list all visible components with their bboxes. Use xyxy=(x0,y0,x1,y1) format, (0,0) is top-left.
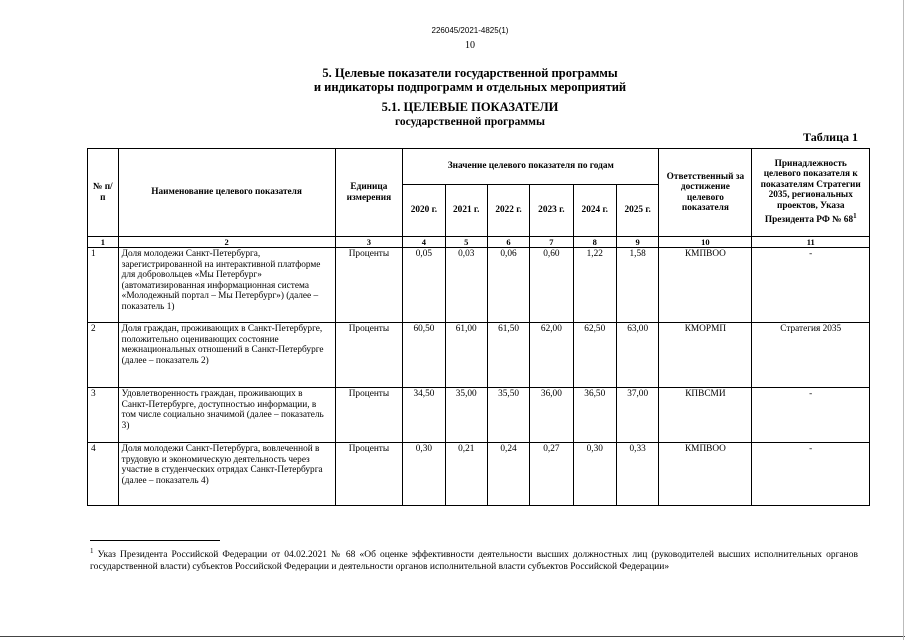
section-title-line1: 5. Целевые показатели государственной программы xyxy=(322,66,618,80)
value-2025: 37,00 xyxy=(616,388,658,443)
belonging: - xyxy=(752,443,870,506)
column-number: 11 xyxy=(752,237,870,248)
section-title-line2: и индикаторы подпрограмм и отдельных мероприятий xyxy=(313,80,627,94)
indicator-unit: Проценты xyxy=(335,248,403,323)
belonging: Стратегия 2035 xyxy=(752,323,870,388)
value-2020: 34,50 xyxy=(403,388,445,443)
indicator-unit: Проценты xyxy=(335,443,403,506)
column-number: 4 xyxy=(403,237,445,248)
value-2023: 62,00 xyxy=(530,323,573,388)
responsible: КПВСМИ xyxy=(659,388,752,443)
table-row xyxy=(88,323,870,388)
indicator-unit: Проценты xyxy=(335,388,403,443)
header-year: 2024 г. xyxy=(573,185,616,237)
value-2024: 0,30 xyxy=(573,443,616,506)
column-number: 8 xyxy=(573,237,616,248)
header-year: 2021 г. xyxy=(445,185,487,237)
footnote xyxy=(90,545,858,573)
page-edge-right xyxy=(903,0,904,640)
value-2024: 62,50 xyxy=(573,323,616,388)
value-2020: 60,50 xyxy=(403,323,445,388)
value-2022: 61,50 xyxy=(487,323,529,388)
row-num: 4 xyxy=(88,443,119,506)
value-2024: 36,50 xyxy=(573,388,616,443)
belonging: - xyxy=(752,248,870,323)
value-2022: 0,24 xyxy=(487,443,529,506)
value-2025: 1,58 xyxy=(616,248,658,323)
responsible: КМПВОО xyxy=(659,248,752,323)
column-number: 1 xyxy=(88,237,119,248)
table-row xyxy=(88,248,870,323)
header-year: 2022 г. xyxy=(487,185,529,237)
row-num: 1 xyxy=(88,248,119,323)
responsible: КМПВОО xyxy=(659,443,752,506)
value-2022: 0,06 xyxy=(487,248,529,323)
indicator-name: Доля граждан, проживающих в Санкт-Петербурге, положительно оценивающих состояние межнациональных отношений в Санкт-Петербурге (далее – показатель 2) xyxy=(118,323,335,388)
header-num: № п/п xyxy=(88,149,119,237)
row-num: 3 xyxy=(88,388,119,443)
header-name: Наименование целевого показателя xyxy=(118,149,335,237)
document-code: 226045/2021-4825(1) xyxy=(431,26,509,35)
value-2023: 36,00 xyxy=(530,388,573,443)
belonging: - xyxy=(752,388,870,443)
value-2021: 35,00 xyxy=(445,388,487,443)
value-2021: 0,21 xyxy=(445,443,487,506)
value-2022: 35,50 xyxy=(487,388,529,443)
value-2025: 63,00 xyxy=(616,323,658,388)
value-2021: 0,03 xyxy=(445,248,487,323)
indicator-name: Доля молодежи Санкт-Петербурга, вовлеченной в трудовую и экономическую деятельность через участие в студенческих отрядах Санкт-Петербурга (далее – показатель 4) xyxy=(118,443,335,506)
column-number: 6 xyxy=(487,237,529,248)
column-number: 3 xyxy=(335,237,403,248)
table-label: Таблица 1 xyxy=(803,130,858,144)
header-year: 2025 г. xyxy=(616,185,658,237)
value-2020: 0,05 xyxy=(403,248,445,323)
column-number: 5 xyxy=(445,237,487,248)
page-number: 10 xyxy=(465,40,475,51)
footnote-divider xyxy=(90,540,220,541)
value-2024: 1,22 xyxy=(573,248,616,323)
value-2023: 0,27 xyxy=(530,443,573,506)
header-year: 2020 г. xyxy=(403,185,445,237)
footnote-ref: 1 xyxy=(853,212,857,221)
header-year: 2023 г. xyxy=(530,185,573,237)
column-number: 7 xyxy=(530,237,573,248)
footnote-text: Указ Президента Российской Федерации от 04.02.2021 № 68 «Об оценке эффективности деятельности высших должностных лиц (руководителей высших исполнительных органов государственной власти) субъектов Российской Федерации и деятельности органов исполнительной власти субъектов Российской Федерации» xyxy=(90,550,859,573)
subsection-title: 5.1. ЦЕЛЕВЫЕ ПОКАЗАТЕЛИ xyxy=(381,100,559,114)
column-number: 9 xyxy=(616,237,658,248)
header-responsible: Ответственный за достижение целевого показателя xyxy=(659,149,752,237)
value-2025: 0,33 xyxy=(616,443,658,506)
value-2023: 0,60 xyxy=(530,248,573,323)
table-row xyxy=(88,388,870,443)
responsible: КМОРМП xyxy=(659,323,752,388)
table-header-row xyxy=(88,149,870,185)
page-edge-bottom xyxy=(0,636,905,637)
indicator-name: Доля молодежи Санкт-Петербурга, зарегистрированной на интерактивной платформе для добровольцев «Мы Петербург» (автоматизированная информационная система «Молодежный портал – Мы Петербург») (далее – показатель 1) xyxy=(118,248,335,323)
value-2020: 0,30 xyxy=(403,443,445,506)
subsection-subtitle: государственной программы xyxy=(395,116,545,128)
column-number: 10 xyxy=(659,237,752,248)
indicator-unit: Проценты xyxy=(335,323,403,388)
header-values-group: Значение целевого показателя по годам xyxy=(403,149,659,185)
header-unit: Единица измерения xyxy=(335,149,403,237)
table-row xyxy=(88,443,870,506)
column-number-row xyxy=(88,237,870,248)
target-indicators-table xyxy=(87,148,870,506)
header-belonging-text: Принадлежность целевого показателя к показателям Стратегии 2035, региональных проектов, Указа Президента РФ № 68 xyxy=(760,158,861,226)
indicator-name: Удовлетворенность граждан, проживающих в Санкт-Петербурге, доступностью информации, в том числе социально значимой (далее – показатель 3) xyxy=(118,388,335,443)
value-2021: 61,00 xyxy=(445,323,487,388)
column-number: 2 xyxy=(118,237,335,248)
header-belonging xyxy=(752,149,870,237)
row-num: 2 xyxy=(88,323,119,388)
footnote-marker: 1 xyxy=(90,547,94,555)
